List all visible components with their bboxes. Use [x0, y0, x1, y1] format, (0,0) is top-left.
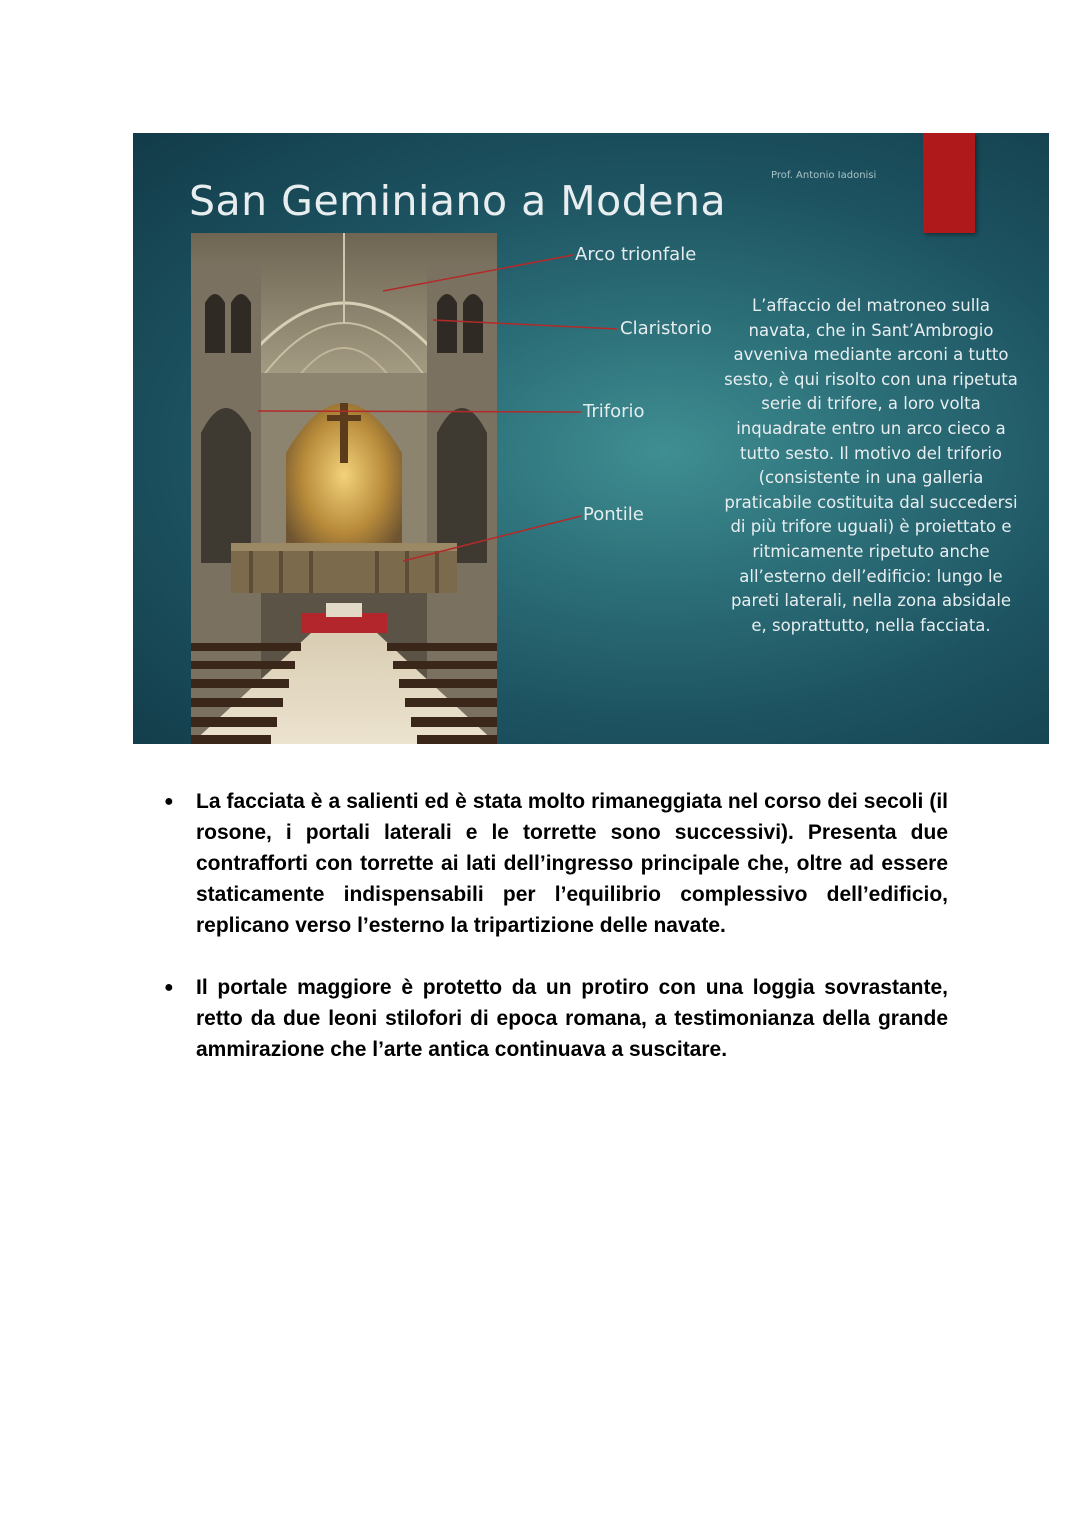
body-line: di più trifore uguali) è proiettato e — [730, 517, 1012, 537]
body-line: serie di trifore, a loro volta — [761, 394, 981, 414]
body-line: navata, che in Sant’Ambrogio — [748, 320, 994, 340]
body-line: avveniva mediante arconi a tutto — [733, 345, 1009, 365]
note-portale — [160, 972, 948, 1065]
callout-claristorio: Claristorio — [620, 318, 712, 339]
body-line: tutto sesto. Il motivo del triforio — [740, 443, 1002, 463]
body-line: e, soprattutto, nella facciata. — [751, 615, 991, 635]
slide-author: Prof. Antonio Iadonisi — [771, 170, 877, 181]
bullet-icon: ● — [164, 793, 174, 810]
notes-list — [160, 786, 948, 1096]
callout-triforio: Triforio — [583, 401, 645, 422]
body-line: ritmicamente ripetuto anche — [752, 541, 990, 561]
bullet-icon: ● — [164, 979, 174, 996]
body-line: (consistente in una galleria — [758, 468, 984, 488]
body-line: praticabile costituita dal succedersi — [724, 492, 1018, 512]
callout-pontile: Pontile — [583, 504, 644, 525]
note-text: La facciata è a salienti ed è stata molto rimaneggiata nel corso dei secoli (il rosone, i portali laterali e le torrette sono successivi). Presenta due contrafforti con torrette ai lati dell’ingresso principale che, oltre ad essere staticamente indispensabili per l’equilibrio complessivo dell’edificio, replicano verso l’esterno la tripartizione delle navate. — [196, 790, 948, 937]
slide-title: San Geminiano a Modena — [189, 177, 727, 225]
body-line: sesto, è qui risolto con una ripetuta — [724, 369, 1018, 389]
slide — [133, 133, 1049, 744]
body-line: all’esterno dell’edificio: lungo le — [739, 566, 1003, 586]
callout-arco-trionfale: Arco trionfale — [575, 244, 697, 265]
note-text: Il portale maggiore è protetto da un protiro con una loggia sovrastante, retto da due leoni stilofori di epoca romana, a testimonianza della grande ammirazione che l’arte antica continuava a suscitare. — [196, 976, 948, 1061]
note-facciata — [160, 786, 948, 941]
body-line: inquadrate entro un arco cieco a — [736, 418, 1006, 438]
slide-body-text — [721, 294, 1021, 638]
body-line: pareti laterali, nella zona absidale — [730, 591, 1012, 611]
body-line: L’affaccio del matroneo sulla — [751, 296, 990, 315]
